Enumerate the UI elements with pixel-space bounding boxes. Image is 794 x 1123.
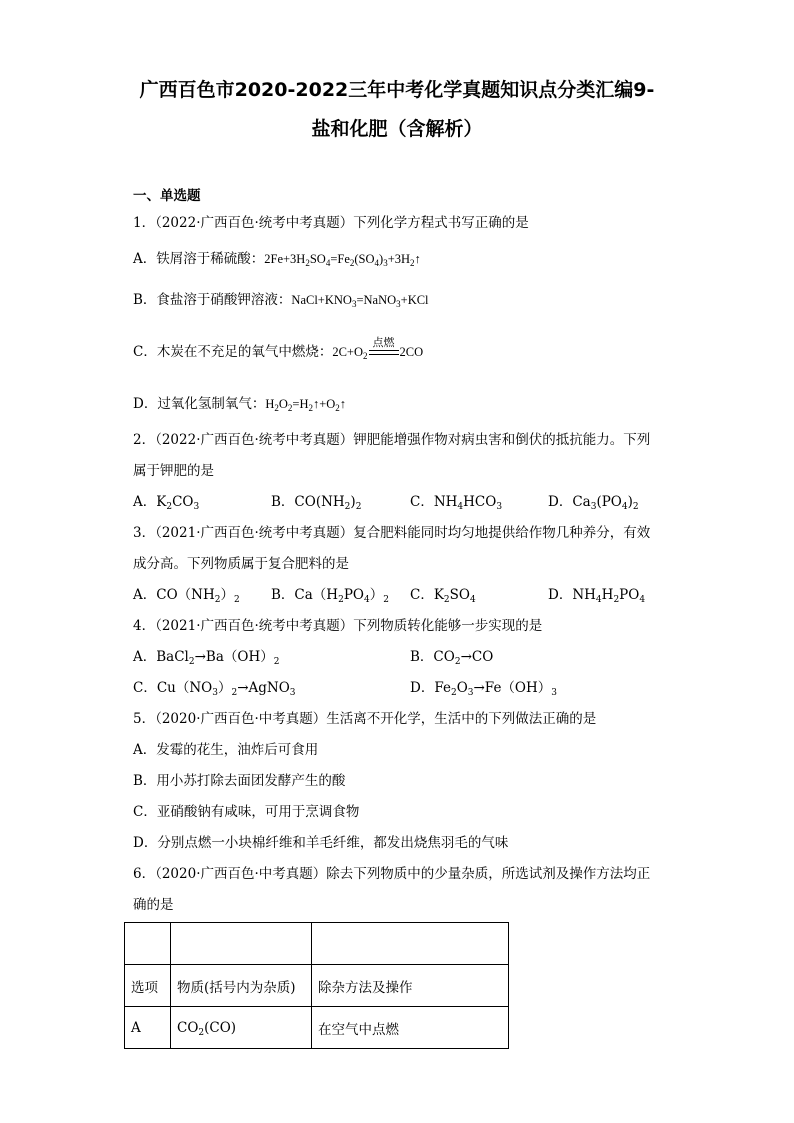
table-row	[125, 1007, 509, 1049]
q1-option-a: A．铁屑溶于稀硫酸：$2Fe+3H_2SO_4=Fe_2(SO_4)_3+3H_2↑$	[133, 251, 421, 268]
q4-option-d: D．$Fe_2O_3\to Fe(OH)_3$	[410, 680, 558, 698]
q3-option-d: D．$NH_4H_2PO_4$	[548, 587, 646, 605]
q5-option-a: A．发霉的花生，油炸后可食用	[133, 742, 319, 758]
table-cell: $CO_2(CO)$	[171, 1007, 312, 1049]
q3-stem-2: 成分高。下列物质属于复合肥料的是	[133, 556, 349, 572]
q1-option-b: B．食盐溶于硝酸钾溶液：$NaCl+KNO_3=NaNO_3+KCl$	[133, 292, 429, 309]
q2-stem-2: 属于钾肥的是	[133, 463, 214, 479]
table-cell: 在空气中点燃	[312, 1007, 509, 1049]
q3-stem-1: 3．（2021·广西百色·统考中考真题）复合肥料能同时均匀地提供给作物几种养分，有效	[133, 525, 651, 541]
q3-option-a: A．$CO(NH_2)_2$	[133, 587, 240, 605]
q4-option-b: B．$CO_2\to CO$	[410, 649, 494, 667]
q4-option-c: C．$Cu(NO_3)_2\to AgNO_3$	[133, 680, 296, 698]
doc-title-line2: 盐和化肥（含解析）	[311, 118, 483, 140]
q4-option-a: A．$BaCl_2\to Ba(OH)_2$	[133, 649, 280, 667]
table-cell	[171, 923, 312, 965]
q6-table	[124, 922, 509, 1049]
q2-option-c: C．$NH_4HCO_3$	[410, 494, 503, 512]
table-header-cell: 除杂方法及操作	[312, 965, 509, 1007]
q2-option-a: A．$K_2CO_3$	[133, 494, 200, 512]
q6-stem-1: 6．（2020·广西百色·中考真题）除去下列物质中的少量杂质，所选试剂及操作方法均正	[133, 866, 651, 882]
q5-option-c: C．亚硝酸钠有咸味，可用于烹调食物	[133, 804, 360, 820]
q1-stem: 1．（2022·广西百色·统考中考真题）下列化学方程式书写正确的是	[133, 215, 529, 231]
doc-title-line1: 广西百色市2020-2022三年中考化学真题知识点分类汇编9-	[139, 79, 655, 101]
table-header-cell: 选项	[125, 965, 171, 1007]
q2-option-d: D．$Ca_3(PO_4)_2$	[548, 494, 639, 512]
table-cell	[312, 923, 509, 965]
q3-option-b: B．$Ca(H_2PO_4)_2$	[271, 587, 389, 605]
q3-option-c: C．$K_2SO_4$	[410, 587, 476, 605]
q5-stem: 5．（2020·广西百色·中考真题）生活离不开化学，生活中的下列做法正确的是	[133, 711, 597, 727]
table-header-cell: 物质(括号内为杂质)	[171, 965, 312, 1007]
q5-option-d: D．分别点燃一小块棉纤维和羊毛纤维，都发出烧焦羽毛的气味	[133, 835, 509, 851]
table-cell: A	[125, 1007, 171, 1049]
q1-option-d: D．过氧化氢制氧气：$H_2O_2=H_2↑+O_2↑$	[133, 396, 347, 413]
q1-option-c: C．木炭在不充足的氧气中燃烧：$2C+O_2$ 点燃 2CO	[133, 337, 424, 361]
q2-option-b: B．$CO(NH_2)_2$	[271, 494, 362, 512]
q2-stem-1: 2．（2022·广西百色·统考中考真题）钾肥能增强作物对病虫害和倒伏的抵抗能力。下列	[133, 432, 651, 448]
table-row	[125, 923, 509, 965]
reaction-condition: 点燃	[369, 346, 399, 360]
table-cell	[125, 923, 171, 965]
section-heading: 一、单选题	[133, 188, 201, 204]
table-row	[125, 965, 509, 1007]
q4-stem: 4．（2021·广西百色·统考中考真题）下列物质转化能够一步实现的是	[133, 618, 543, 634]
q6-stem-2: 确的是	[133, 897, 174, 913]
q5-option-b: B．用小苏打除去面团发酵产生的酸	[133, 773, 346, 789]
